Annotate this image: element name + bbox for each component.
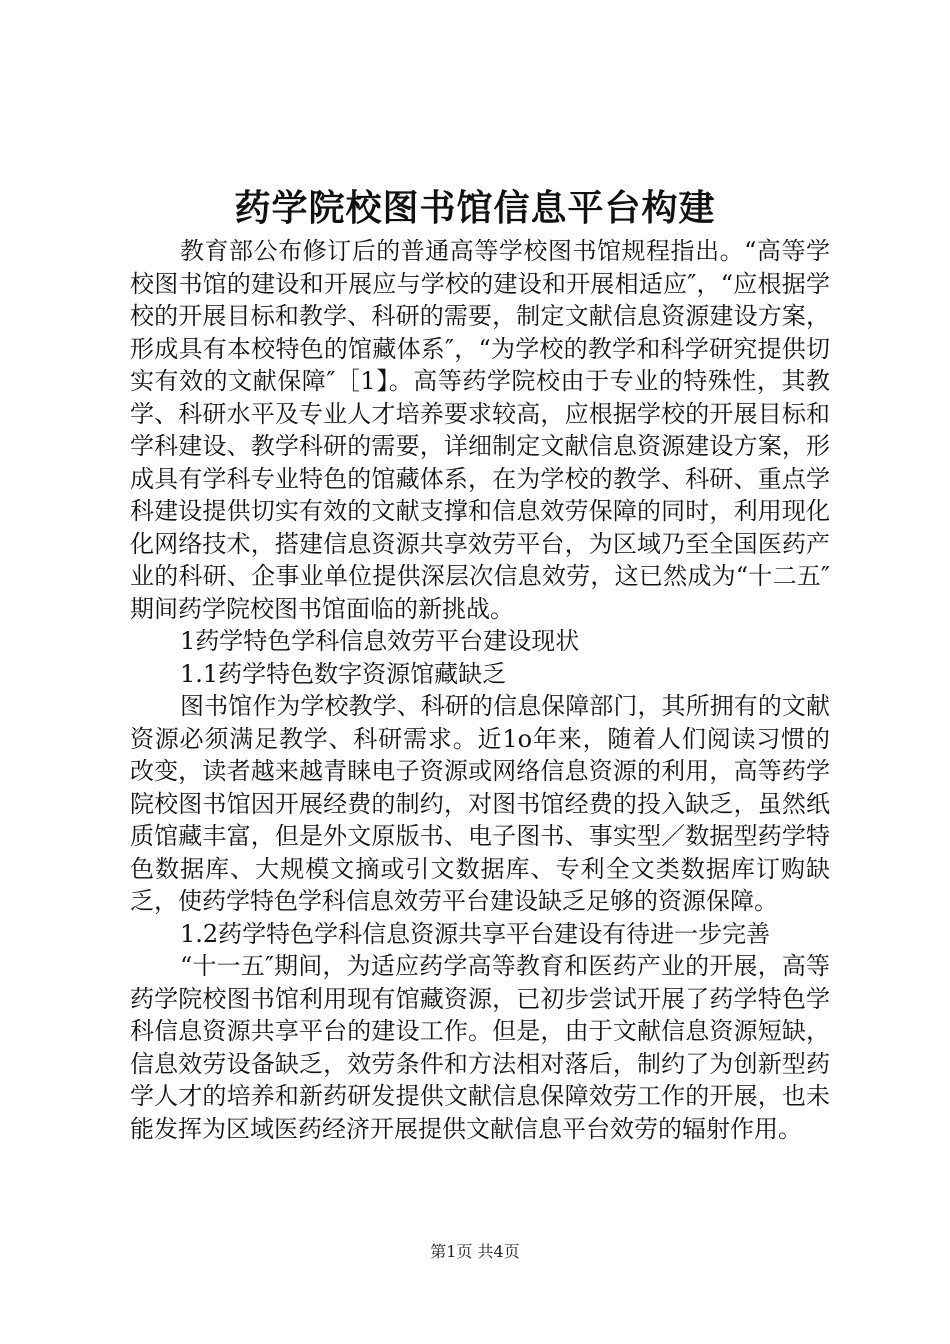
paragraph-1-2: “十一五″期间，为适应药学高等教育和医药产业的开展，高等药学院校图书馆利用现有馆藏资源，已初步尝试开展了药学特色学科信息资源共享平台的建设工作。但是，由于文献信息资源短缺，信息效劳设备缺乏，效劳条件和方法相对落后，制约了为创新型药学人才的培养和新药研发提供文献信息保障效劳工作的开展，也未能发挥为区域医药经济开展提供文献信息平台效劳的辐射作用。 bbox=[130, 952, 830, 1143]
paragraph-intro: 教育部公布修订后的普通高等学校图书馆规程指出。“高等学校图书馆的建设和开展应与学校的建设和开展相适应″，“应根据学校的开展目标和教学、科研的需要，制定文献信息资源建设方案，形成具有本校特色的馆藏体系″，“为学校的教学和科学研究提供切实有效的文献保障″［1】。高等药学院校由于专业的特殊性，其教学、科研水平及专业人才培养要求较高，应根据学校的开展目标和学科建设、教学科研的需要，详细制定文献信息资源建设方案，形成具有学科专业特色的馆藏体系，在为学校的教学、科研、重点学科建设提供切实有效的文献支撑和信息效劳保障的同时，利用现化化网络技术，搭建信息资源共享效劳平台，为区域乃至全国医药产业的科研、企事业单位提供深层次信息效劳，这已然成为“十二五″期间药学院校图书馆面临的新挑战。 bbox=[130, 237, 830, 623]
subsection-heading-1-1: 1.1药学特色数字资源馆藏缺乏 bbox=[180, 659, 507, 688]
paragraph-1-1: 图书馆作为学校教学、科研的信息保障部门，其所拥有的文献资源必须满足教学、科研需求。近1o年来，随着人们阅读习惯的改变，读者越来越青睐电子资源或网络信息资源的利用，高等药学院校图书馆因开展经费的制约，对图书馆经费的投入缺乏，虽然纸质馆藏丰富，但是外文原版书、电子图书、事实型／数据型药学特色数据库、大规模文摘或引文数据库、专利全文类数据库订购缺乏，使药学特色学科信息效劳平台建设缺乏足够的资源保障。 bbox=[130, 692, 830, 915]
document-body bbox=[130, 235, 830, 1145]
subsection-heading-1-2: 1.2药学特色学科信息资源共享平台建设有待进一步完善 bbox=[180, 919, 771, 948]
section-heading-1: 1药学特色学科信息效劳平台建设现状 bbox=[180, 627, 580, 655]
page-number-footer: 第1页 共4页 bbox=[430, 1242, 520, 1261]
document-title: 药学院校图书馆信息平台构建 bbox=[234, 188, 716, 229]
